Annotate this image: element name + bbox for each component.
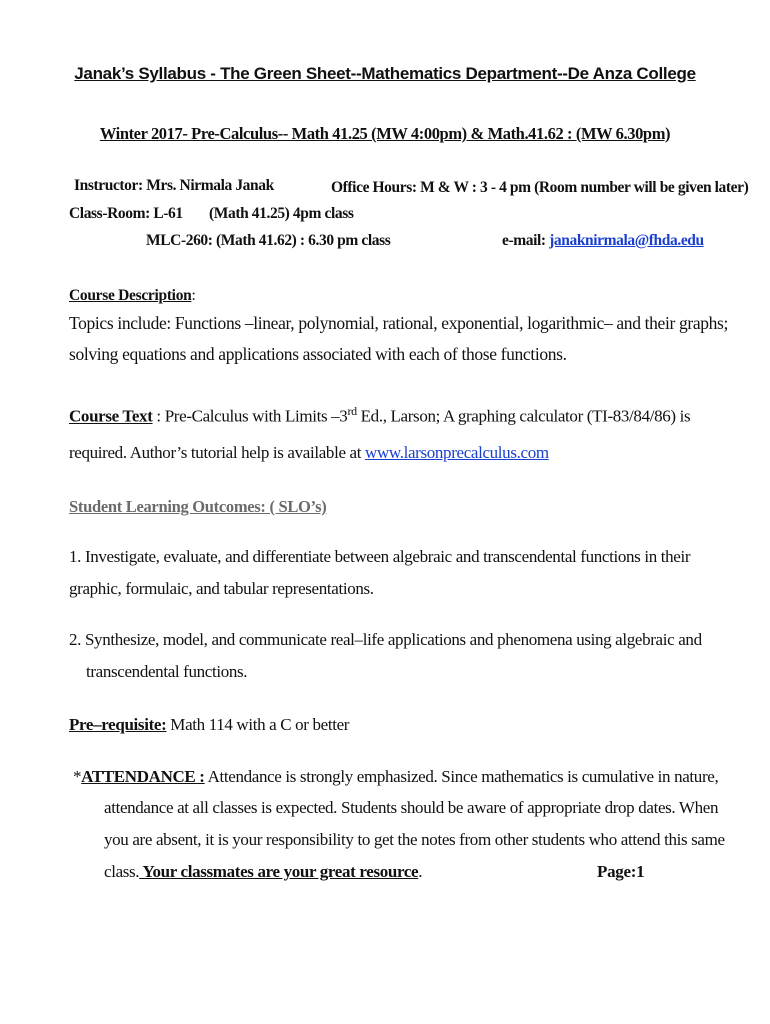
email-label: e-mail: (502, 232, 550, 249)
course-description-colon: : (191, 287, 196, 304)
attendance-line-4-suffix: . (418, 862, 423, 881)
course-subtitle: Winter 2017- Pre-Calculus-- Math 41.25 (MW 4:00pm) & Math.41.62 : (MW 6.30pm) (99, 124, 671, 143)
slo-item-1-line-1: 1. Investigate, evaluate, and differentiate between algebraic and transcendental functions in their (69, 547, 691, 566)
classroom-1: Class-Room: L-61 (69, 205, 183, 222)
email-link[interactable]: janaknirmala@fhda.edu (549, 232, 704, 249)
course-text-part-1: : Pre-Calculus with Limits –3 (152, 406, 348, 426)
page-number: Page:1 (597, 862, 645, 881)
prerequisite-line (69, 715, 349, 735)
course-text-line-2 (69, 443, 549, 463)
course-text-superscript: rd (347, 404, 357, 418)
attendance-emphasis: Your classmates are your great resource (139, 862, 419, 881)
course-description-line-1: Topics include: Functions –linear, polynomial, rational, exponential, logarithmic– and their graphs; (69, 313, 729, 333)
course-description-heading: Course Description (69, 287, 192, 304)
slo-heading: Student Learning Outcomes: ( SLO’s) (69, 497, 327, 516)
office-hours: Office Hours: M & W : 3 - 4 pm (Room number will be given later) (331, 179, 749, 196)
attendance-line-4 (104, 862, 422, 882)
slo-item-1-line-2: graphic, formulaic, and tabular representations. (69, 579, 374, 598)
classroom-1-detail: (Math 41.25) 4pm class (209, 205, 354, 222)
attendance-text-1: Attendance is strongly emphasized. Since mathematics is cumulative in nature, (204, 767, 719, 786)
slo-item-2-line-1: 2. Synthesize, model, and communicate real–life applications and phenomena using algebraic and (69, 630, 702, 649)
attendance-line-2: attendance at all classes is expected. Students should be aware of appropriate drop dates. When (104, 798, 719, 817)
instructor-name: Instructor: Mrs. Nirmala Janak (74, 177, 274, 194)
larson-website-link[interactable]: www.larsonprecalculus.com (365, 443, 549, 462)
attendance-line-1 (73, 767, 718, 787)
attendance-star: * (73, 767, 82, 786)
classroom-2: MLC-260: (Math 41.62) : 6.30 pm class (146, 232, 391, 249)
course-description-line-2: solving equations and applications associated with each of those functions. (69, 344, 567, 364)
attendance-line-4-prefix: class. (104, 862, 140, 881)
course-text-part-2: Ed., Larson; A graphing calculator (TI-83/84/86) is (356, 406, 691, 426)
course-description-heading-line (69, 287, 195, 305)
attendance-line-3: you are absent, it is your responsibility to get the notes from other students who attend this same (104, 830, 725, 849)
email-line (502, 232, 704, 250)
course-text-heading: Course Text (69, 406, 153, 426)
document-title: Janak’s Syllabus - The Green Sheet--Mathematics Department--De Anza College (74, 64, 696, 83)
prerequisite-text: Math 114 with a C or better (166, 715, 350, 734)
prerequisite-heading: Pre–requisite: (69, 715, 167, 734)
slo-item-2-line-2: transcendental functions. (86, 662, 248, 681)
course-text-line-2-prefix: required. Author’s tutorial help is available at (69, 443, 366, 462)
attendance-heading: ATTENDANCE : (81, 767, 205, 786)
course-text-line-1 (69, 404, 690, 427)
